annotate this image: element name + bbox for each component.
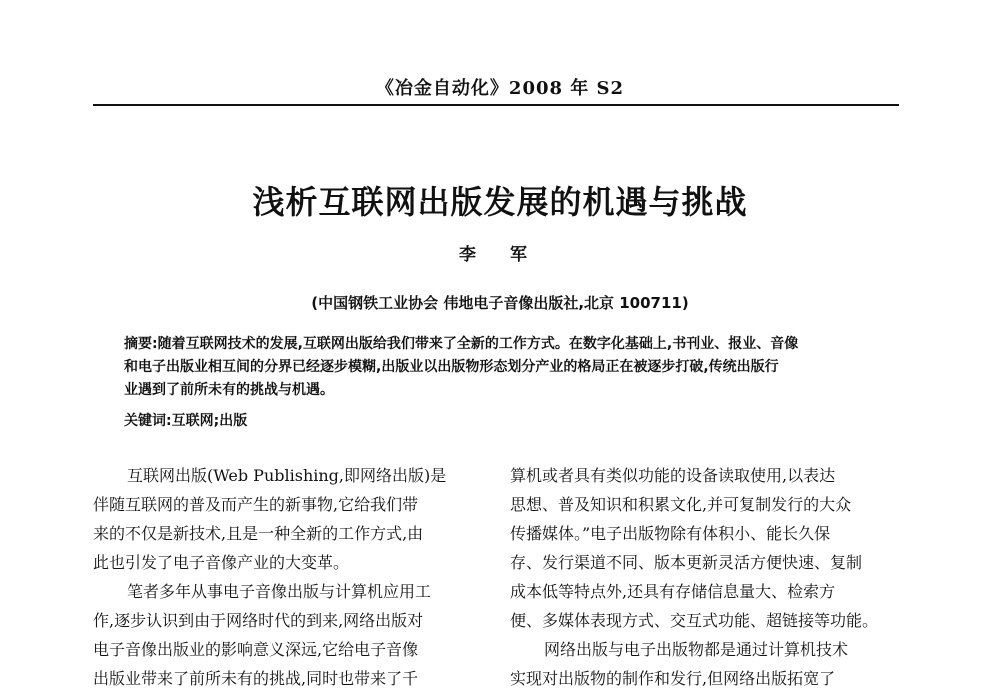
body-text-line: 算机或者具有类似功能的设备读取使用,以表达: [510, 466, 836, 485]
body-left-column: [93, 461, 481, 693]
body-text-line: 来的不仅是新技术,且是一种全新的工作方式,由: [93, 524, 424, 543]
keywords: 关键词:互联网;出版: [124, 413, 248, 429]
article-title: 浅析互联网出版发展的机遇与挑战: [252, 183, 748, 221]
body-text-line: 此也引发了电子音像产业的大变革。: [93, 553, 350, 572]
body-text-line: 互联网出版(Web Publishing,即网络出版)是: [127, 466, 447, 485]
abstract-line: 业遇到了前所未有的挑战与机遇。: [124, 382, 334, 398]
body-text-line: 电子音像出版业的影响意义深远,它给电子音像: [93, 640, 419, 659]
body-text-line: 伴随互联网的普及而产生的新事物,它给我们带: [93, 495, 419, 514]
author-name: 李 军: [459, 245, 541, 265]
body-text-line: 实现对出版物的制作和发行,但网络出版拓宽了: [510, 669, 836, 688]
body-text-line: 传播媒体。”电子出版物除有体积小、能长久保: [510, 524, 831, 543]
body-text-line: 存、发行渠道不同、版本更新灵活方便快速、复制: [510, 553, 863, 572]
header-rule: [93, 104, 899, 106]
body-text-line: 笔者多年从事电子音像出版与计算机应用工: [127, 582, 432, 601]
abstract: [124, 333, 884, 402]
body-text-line: 作,逐步认识到由于网络时代的到来,网络出版对: [93, 611, 424, 630]
abstract-line: 摘要:随着互联网技术的发展,互联网出版给我们带来了全新的工作方式。在数字化基础上,书刊业、报业、音像: [124, 336, 799, 352]
body-right-column: [510, 461, 898, 693]
running-head: 《冶金自动化》2008 年 S2: [375, 78, 625, 99]
body-text-line: 成本低等特点外,还具有存储信息量大、检索方: [510, 582, 836, 601]
author-affiliation: (中国钢铁工业协会 伟地电子音像出版社,北京 100711): [311, 294, 689, 312]
body-text-line: 出版业带来了前所未有的挑战,同时也带来了千: [93, 669, 419, 688]
body-text-line: 便、多媒体表现方式、交互式功能、超链接等功能。: [510, 611, 879, 630]
abstract-line: 和电子出版业相互间的分界已经逐步模糊,出版业以出版物形态划分产业的格局正在被逐步打破,传统出版行: [124, 359, 779, 375]
body-text-line: 思想、普及知识和积累文化,并可复制发行的大众: [510, 495, 852, 514]
body-text-line: 网络出版与电子出版物都是通过计算机技术: [544, 640, 849, 659]
